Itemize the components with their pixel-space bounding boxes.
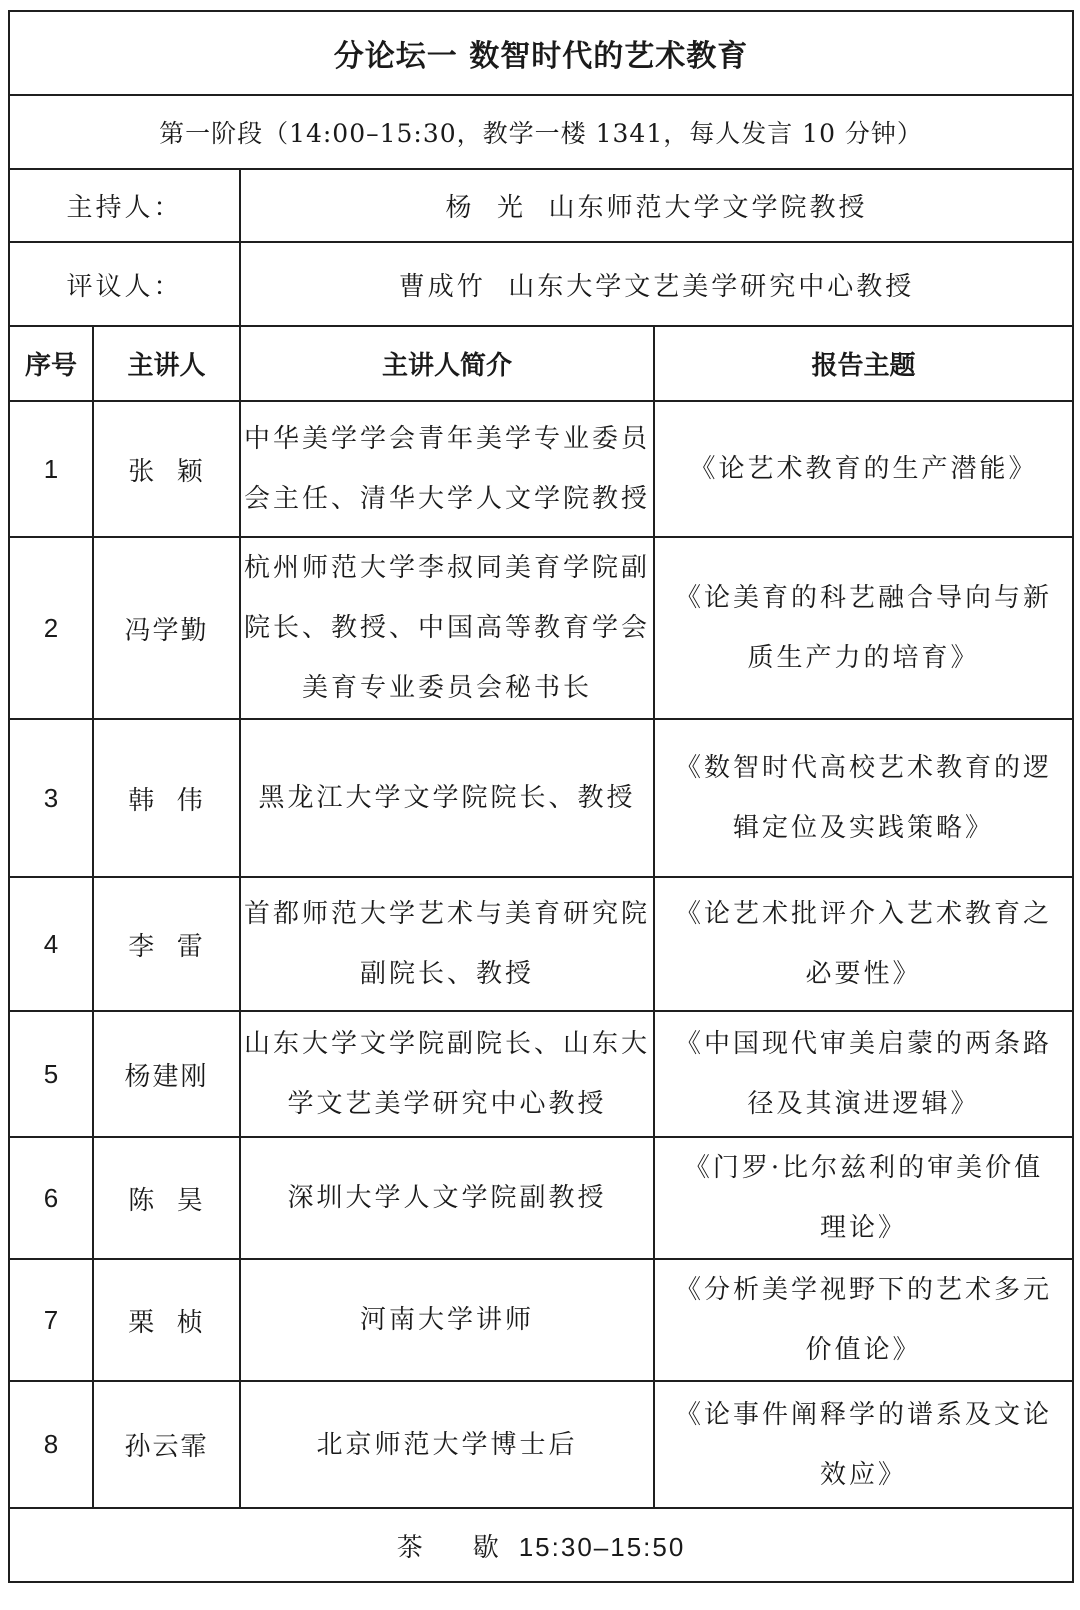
- column-header-row: [9, 326, 1073, 401]
- report-topic: [654, 1137, 1073, 1259]
- row-number: 2: [9, 537, 93, 719]
- row-number: 1: [9, 401, 93, 537]
- speaker-intro-line: 学文艺美学研究中心教授: [287, 1089, 607, 1119]
- table-row: [9, 401, 1073, 537]
- speaker-intro-line: 院长、教授、中国高等教育学会: [243, 613, 650, 643]
- schedule-body: [9, 11, 1073, 1582]
- table-row: [9, 877, 1073, 1011]
- column-header-speaker: 主讲人: [93, 326, 240, 401]
- tea-break: [9, 1508, 1073, 1582]
- table-row: [9, 1381, 1073, 1508]
- row-number: 8: [9, 1381, 93, 1508]
- speaker-intro-line: 山东大学文学院副院长、山东大: [243, 1029, 650, 1059]
- speaker-intro-line: 美育专业委员会秘书长: [301, 673, 592, 703]
- stage-row: [9, 95, 1073, 169]
- report-topic-line: 《论事件阐释学的谱系及文论: [675, 1399, 1053, 1430]
- report-topic-line: 价值论》: [805, 1335, 922, 1365]
- tea-break-label-1: 茶: [396, 1532, 425, 1563]
- speaker-name: 张 颖: [93, 401, 240, 537]
- speaker-name: 李 雷: [93, 877, 240, 1011]
- host-value: 杨 光 山东师范大学文学院教授: [240, 169, 1073, 242]
- reviewer-label: 评议人：: [9, 242, 240, 326]
- report-topic: [654, 537, 1073, 719]
- report-topic-line: 《论艺术教育的生产潜能》: [689, 454, 1038, 484]
- tea-break-row: [9, 1508, 1073, 1582]
- speaker-intro: [240, 719, 654, 877]
- report-topic-line: 径及其演进逻辑》: [747, 1089, 980, 1119]
- row-number: 4: [9, 877, 93, 1011]
- report-topic-line: 必要性》: [805, 959, 922, 989]
- report-topic: [654, 401, 1073, 537]
- report-topic-line: 《数智时代高校艺术教育的逻: [675, 753, 1053, 783]
- column-header-intro: 主讲人简介: [240, 326, 654, 401]
- speaker-intro: [240, 1011, 654, 1137]
- host-row: [9, 169, 1073, 242]
- title-row: [9, 11, 1073, 95]
- row-number: 6: [9, 1137, 93, 1259]
- report-topic-line: 《论艺术批评介入艺术教育之: [675, 899, 1053, 929]
- report-topic-line: 辑定位及实践策略》: [733, 813, 995, 843]
- reviewer-value: 曹成竹 山东大学文艺美学研究中心教授: [240, 242, 1073, 326]
- speaker-intro-line: 中华美学学会青年美学专业委员: [243, 424, 650, 454]
- table-row: [9, 719, 1073, 877]
- speaker-intro-line: 首都师范大学艺术与美育研究院: [243, 899, 650, 929]
- speaker-name: 陈 昊: [93, 1137, 240, 1259]
- speaker-name: 栗 桢: [93, 1259, 240, 1381]
- speaker-intro-line: 黑龙江大学文学院院长、教授: [258, 783, 636, 813]
- speaker-intro-line: 深圳大学人文学院副教授: [287, 1183, 607, 1213]
- report-topic-line: 《中国现代审美启蒙的两条路: [675, 1029, 1053, 1059]
- column-header-number: 序号: [9, 326, 93, 401]
- report-topic-line: 《分析美学视野下的艺术多元: [675, 1275, 1053, 1305]
- host-label: 主持人：: [9, 169, 240, 242]
- speaker-name: 韩 伟: [93, 719, 240, 877]
- report-topic-line: 《论美育的科艺融合导向与新: [675, 583, 1053, 613]
- report-topic: [654, 877, 1073, 1011]
- speaker-intro: [240, 877, 654, 1011]
- stage-info: 第一阶段（14:00–15:30，教学一楼 1341，每人发言 10 分钟）: [9, 95, 1073, 169]
- tea-break-time: 15:30–15:50: [518, 1531, 686, 1562]
- tea-break-label-2: 歇: [472, 1532, 501, 1563]
- table-row: [9, 1011, 1073, 1137]
- speaker-intro-line: 杭州师范大学李叔同美育学院副: [243, 553, 650, 583]
- speaker-name: 孙云霏: [93, 1381, 240, 1508]
- speaker-name: 冯学勤: [93, 537, 240, 719]
- table-row: [9, 537, 1073, 719]
- table-row: [9, 1137, 1073, 1259]
- reviewer-row: [9, 242, 1073, 326]
- forum-title: 分论坛一 数智时代的艺术教育: [9, 11, 1073, 95]
- speaker-name: 杨建刚: [93, 1011, 240, 1137]
- table-row: [9, 1259, 1073, 1381]
- speaker-intro-line: 会主任、清华大学人文学院教授: [243, 484, 650, 514]
- report-topic-line: 理论》: [820, 1213, 908, 1243]
- report-topic-line: 效应》: [820, 1459, 908, 1490]
- speaker-intro: [240, 401, 654, 537]
- speaker-intro: [240, 1137, 654, 1259]
- report-topic-line: 《门罗·比尔兹利的审美价值: [683, 1153, 1044, 1183]
- schedule-table: [8, 10, 1074, 1583]
- speaker-intro: [240, 1381, 654, 1508]
- column-header-topic: 报告主题: [654, 326, 1073, 401]
- row-number: 5: [9, 1011, 93, 1137]
- speaker-intro-line: 副院长、教授: [359, 959, 534, 989]
- speaker-intro-line: 北京师范大学博士后: [316, 1429, 578, 1460]
- report-topic: [654, 1011, 1073, 1137]
- report-topic-line: 质生产力的培育》: [747, 643, 980, 673]
- row-number: 3: [9, 719, 93, 877]
- report-topic: [654, 719, 1073, 877]
- report-topic: [654, 1381, 1073, 1508]
- speaker-intro: [240, 1259, 654, 1381]
- speaker-intro-line: 河南大学讲师: [359, 1305, 534, 1335]
- row-number: 7: [9, 1259, 93, 1381]
- report-topic: [654, 1259, 1073, 1381]
- speaker-intro: [240, 537, 654, 719]
